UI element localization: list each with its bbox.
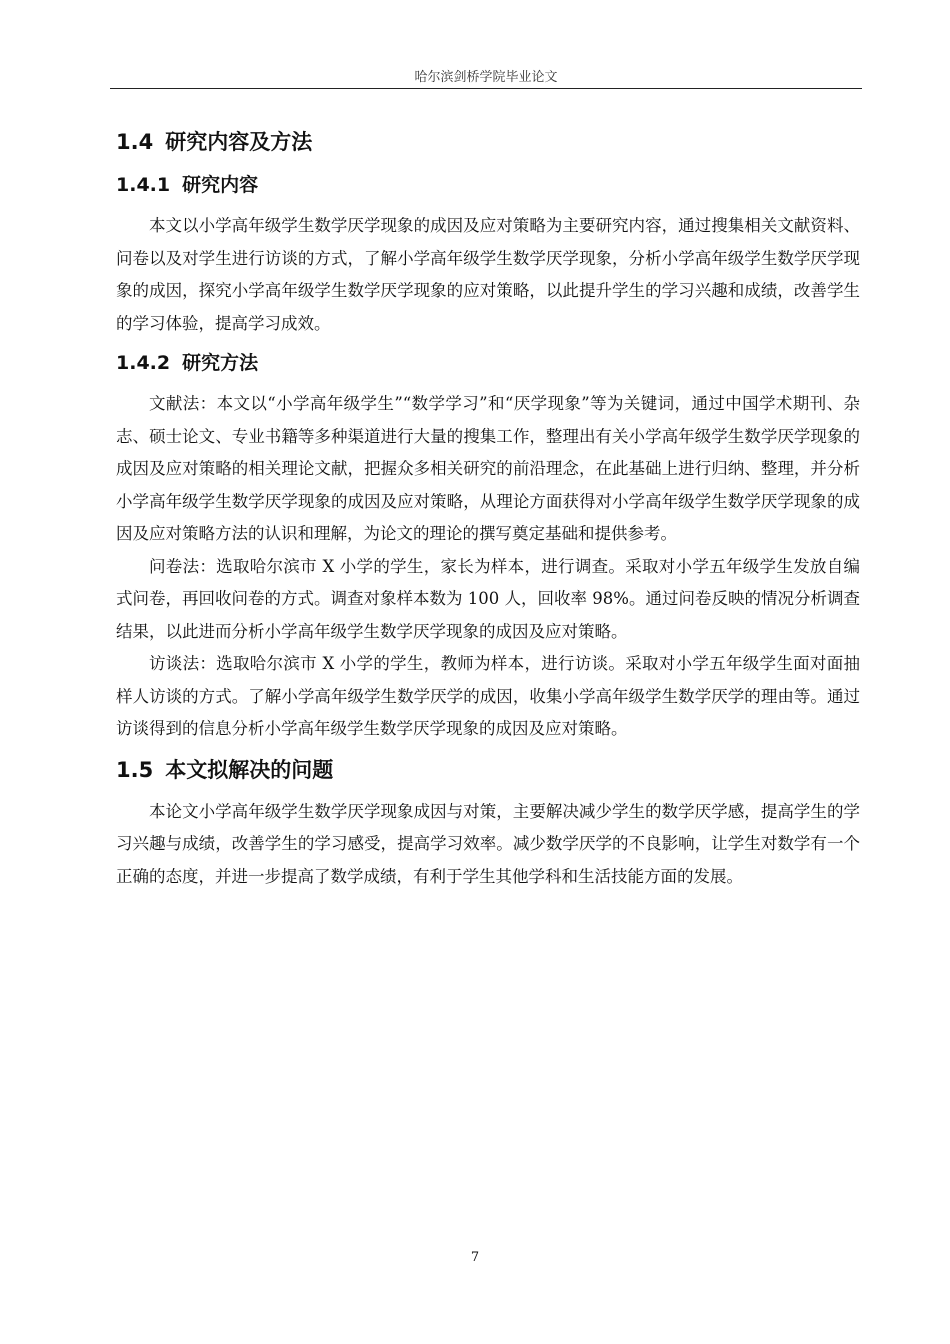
subsection-heading-1-4-1: [116, 166, 860, 204]
subsection-title: 研究方法: [182, 352, 259, 374]
section-number: 1.5: [116, 757, 154, 782]
page-number: 7: [470, 1250, 480, 1265]
paragraph-problems-to-solve: 本论文小学高年级学生数学厌学现象成因与对策，主要解决减少学生的数学厌学感，提高学生的学习兴趣与成绩，改善学生的学习感受，提高学习效率。减少数学厌学的不良影响，让学生对数学有一个正确的态度，并进一步提高了数学成绩，有利于学生其他学科和生活技能方面的发展。: [116, 801, 860, 886]
paragraph-interview-method: 访谈法：选取哈尔滨市 X 小学的学生，教师为样本，进行访谈。采取对小学五年级学生面对面抽样人访谈的方式。了解小学高年级学生数学厌学的成因，收集小学高年级学生数学厌学的理由等。通过访谈得到的信息分析小学高年级学生数学厌学现象的成因及应对策略。: [116, 654, 860, 738]
header-rule: [110, 88, 862, 89]
paragraph-literature-method: 文献法：本文以“小学高年级学生”“数学学习”和“厌学现象”等为关键词，通过中国学术期刊、杂志、硕士论文、专业书籍等多种渠道进行大量的搜集工作，整理出有关小学高年级学生数学厌学现象的成因及应对策略的相关理论文献，把握众多相关研究的前沿理念，在此基础上进行归纳、整理，并分析小学高年级学生数学厌学现象的成因及应对策略，从理论方面获得对小学高年级学生数学厌学现象的成因及应对策略方法的认识和理解，为论文的理论的撰写奠定基础和提供参考。: [116, 394, 860, 543]
subsection-title: 研究内容: [182, 174, 259, 196]
subsection-number: 1.4.1: [116, 174, 171, 196]
section-title: 本文拟解决的问题: [165, 757, 334, 782]
section-number: 1.4: [116, 130, 154, 154]
section-heading-1-4: [116, 122, 860, 162]
paragraph-questionnaire-method: 问卷法：选取哈尔滨市 X 小学的学生，家长为样本，进行调查。采取对小学五年级学生发放自编式问卷，再回收问卷的方式。调查对象样本数为 100 人，回收率 98%。通过问卷反映的情况分析调查结果，以此进而分析小学高年级学生数学厌学现象的成因及应对策略。: [116, 556, 860, 641]
running-header: 哈尔滨剑桥学院毕业论文: [414, 70, 558, 85]
paragraph-research-content: 本文以小学高年级学生数学厌学现象的成因及应对策略为主要研究内容，通过搜集相关文献资料、问卷以及对学生进行访谈的方式，了解小学高年级学生数学厌学现象，分析小学高年级学生数学厌学现象的成因，探究小学高年级学生数学厌学现象的应对策略，以此提升学生的学习兴趣和成绩，改善学生的学习体验，提高学习成效。: [116, 216, 860, 333]
page-content: [116, 122, 860, 893]
section-heading-1-5: [116, 750, 860, 790]
subsection-heading-1-4-2: [116, 344, 860, 382]
subsection-number: 1.4.2: [116, 352, 171, 374]
section-title: 研究内容及方法: [165, 130, 313, 154]
